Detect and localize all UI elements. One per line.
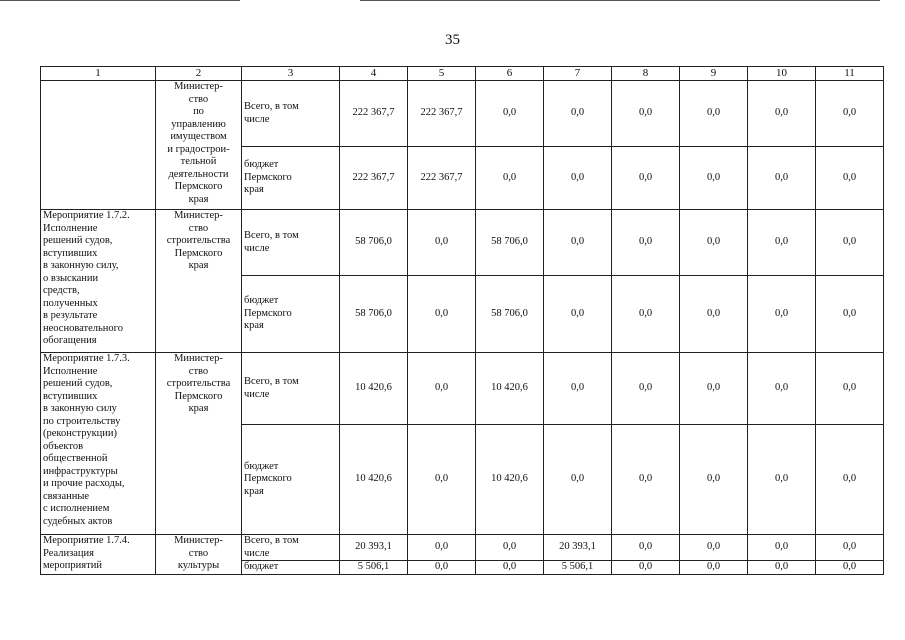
- column-header: 1: [41, 67, 156, 81]
- value-cell: 0,0: [408, 535, 476, 561]
- column-header: 6: [476, 67, 544, 81]
- column-header: 4: [340, 67, 408, 81]
- value-cell: 0,0: [680, 535, 748, 561]
- funding-type-cell: Всего, в том числе: [242, 81, 340, 147]
- organization-cell: [156, 210, 242, 353]
- value-cell: 0,0: [408, 353, 476, 425]
- organization-cell: [156, 81, 242, 210]
- value-cell: 0,0: [816, 561, 884, 575]
- value-cell: 0,0: [816, 210, 884, 276]
- value-cell: 222 367,7: [340, 147, 408, 210]
- value-cell: 0,0: [816, 276, 884, 353]
- value-cell: 0,0: [612, 535, 680, 561]
- value-cell: 0,0: [680, 210, 748, 276]
- value-cell: 10 420,6: [476, 425, 544, 535]
- value-cell: 0,0: [748, 535, 816, 561]
- value-cell: 0,0: [612, 210, 680, 276]
- value-cell: 0,0: [680, 353, 748, 425]
- value-cell: 0,0: [476, 147, 544, 210]
- value-cell: 20 393,1: [340, 535, 408, 561]
- value-cell: 0,0: [680, 147, 748, 210]
- value-cell: 0,0: [748, 353, 816, 425]
- value-cell: 0,0: [612, 353, 680, 425]
- top-edge-line: [360, 0, 880, 1]
- value-cell: 0,0: [544, 147, 612, 210]
- value-cell: 0,0: [612, 276, 680, 353]
- value-cell: 0,0: [544, 276, 612, 353]
- value-cell: 0,0: [408, 276, 476, 353]
- value-cell: 0,0: [612, 561, 680, 575]
- funding-type-cell: бюджет: [242, 561, 340, 575]
- value-cell: 5 506,1: [544, 561, 612, 575]
- measure-name-cell: [41, 210, 156, 353]
- value-cell: 222 367,7: [408, 147, 476, 210]
- measure-name: Мероприятие 1.7.3. Исполнение решений судов, вступивших в законную силу по строительству (реконструкции) объектов общественной инфраструктуры и прочие расходы, связанные с исполнением судебных актов: [43, 353, 130, 527]
- funding-type-cell: бюджет Пермского края: [242, 425, 340, 535]
- value-cell: 58 706,0: [476, 210, 544, 276]
- organization-name: Министер- ство культуры: [174, 535, 223, 571]
- value-cell: 0,0: [680, 81, 748, 147]
- value-cell: 0,0: [816, 425, 884, 535]
- value-cell: 0,0: [476, 81, 544, 147]
- funding-type-cell: бюджет Пермского края: [242, 147, 340, 210]
- organization-cell: [156, 353, 242, 535]
- measure-name: Мероприятие 1.7.2. Исполнение решений судов, вступивших в законную силу, о взыскании средств, полученных в результате неосновательного обогащения: [43, 210, 130, 346]
- value-cell: 0,0: [748, 147, 816, 210]
- funding-type-cell: Всего, в том числе: [242, 210, 340, 276]
- value-cell: 0,0: [408, 425, 476, 535]
- top-edge-line: [0, 0, 240, 1]
- value-cell: 0,0: [816, 353, 884, 425]
- funding-type-cell: Всего, в том числе: [242, 535, 340, 561]
- value-cell: 0,0: [544, 81, 612, 147]
- value-cell: 0,0: [408, 561, 476, 575]
- column-header: 3: [242, 67, 340, 81]
- value-cell: 0,0: [680, 276, 748, 353]
- column-header: 9: [680, 67, 748, 81]
- funding-type-cell: бюджет Пермского края: [242, 276, 340, 353]
- value-cell: 0,0: [612, 81, 680, 147]
- measure-name-cell: [41, 81, 156, 210]
- funding-type-cell: Всего, в том числе: [242, 353, 340, 425]
- organization-name: Министер- ство по управлению имуществом и градострои- тельной деятельности Пермского края: [167, 81, 230, 205]
- value-cell: 0,0: [544, 425, 612, 535]
- measure-name-cell: [41, 535, 156, 575]
- value-cell: 0,0: [748, 210, 816, 276]
- value-cell: 0,0: [612, 147, 680, 210]
- column-header: 2: [156, 67, 242, 81]
- value-cell: 58 706,0: [340, 210, 408, 276]
- value-cell: 0,0: [408, 210, 476, 276]
- measure-name-cell: [41, 353, 156, 535]
- value-cell: 10 420,6: [476, 353, 544, 425]
- value-cell: 0,0: [816, 81, 884, 147]
- value-cell: 10 420,6: [340, 425, 408, 535]
- column-header: 10: [748, 67, 816, 81]
- value-cell: 222 367,7: [408, 81, 476, 147]
- value-cell: 58 706,0: [476, 276, 544, 353]
- value-cell: 0,0: [748, 81, 816, 147]
- organization-name: Министер- ство строительства Пермского края: [166, 353, 231, 414]
- value-cell: 0,0: [816, 535, 884, 561]
- value-cell: 0,0: [748, 425, 816, 535]
- value-cell: 0,0: [816, 147, 884, 210]
- value-cell: 20 393,1: [544, 535, 612, 561]
- header-row: [41, 67, 884, 81]
- table-row: [41, 535, 884, 561]
- value-cell: 0,0: [544, 353, 612, 425]
- table-row: [41, 210, 884, 276]
- value-cell: 222 367,7: [340, 81, 408, 147]
- measure-name: Мероприятие 1.7.4. Реализация мероприятий: [43, 535, 130, 571]
- table-row: [41, 353, 884, 425]
- organization-name: Министер- ство строительства Пермского края: [166, 210, 231, 271]
- value-cell: 0,0: [544, 210, 612, 276]
- value-cell: 0,0: [748, 561, 816, 575]
- value-cell: 0,0: [476, 535, 544, 561]
- organization-cell: [156, 535, 242, 575]
- value-cell: 0,0: [680, 561, 748, 575]
- table-row: [41, 81, 884, 147]
- page-number: 35: [445, 32, 460, 48]
- column-header: 7: [544, 67, 612, 81]
- value-cell: 0,0: [748, 276, 816, 353]
- value-cell: 0,0: [476, 561, 544, 575]
- column-header: 5: [408, 67, 476, 81]
- value-cell: 5 506,1: [340, 561, 408, 575]
- column-header: 11: [816, 67, 884, 81]
- column-header: 8: [612, 67, 680, 81]
- value-cell: 0,0: [680, 425, 748, 535]
- value-cell: 58 706,0: [340, 276, 408, 353]
- value-cell: 10 420,6: [340, 353, 408, 425]
- value-cell: 0,0: [612, 425, 680, 535]
- budget-table: [40, 66, 884, 575]
